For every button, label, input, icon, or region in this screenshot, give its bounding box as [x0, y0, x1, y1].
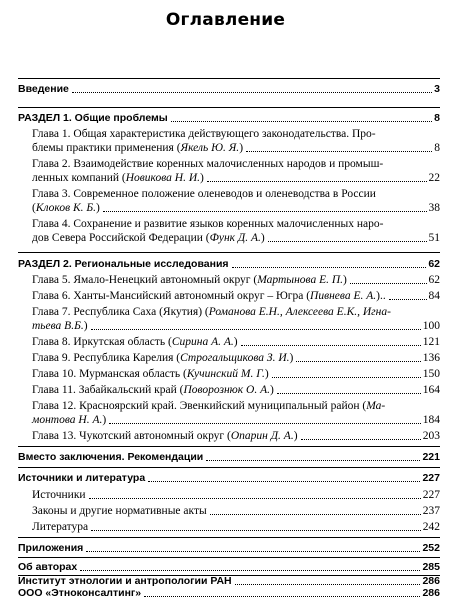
toc-page-number: 285 [422, 561, 440, 573]
toc-chapter-4[interactable] [32, 231, 440, 245]
toc-page-number: 164 [422, 384, 440, 396]
toc-page-number: 8 [434, 112, 440, 124]
author-name: Функ Д. А. [209, 232, 261, 244]
author-name: Клоков К. Б. [35, 202, 96, 214]
toc-chapter-7-line1[interactable]: Глава 7. Республика Саха (Якутия) (Романова Е.Н., Алексеева Е.К., Игна- [32, 306, 391, 318]
dot-leader [91, 530, 421, 531]
toc-entry-label: дов Севера Российской Федерации (Функ Д. А.) [32, 232, 265, 244]
author-name: Пивнева Е. А. [310, 290, 377, 302]
toc-page-number: 51 [428, 232, 440, 244]
toc-entry-authors[interactable] [18, 560, 440, 574]
toc-section-2[interactable] [18, 257, 440, 271]
toc-entry-label: Глава 11. Забайкальский край (Поворознюк О. А.) [32, 384, 274, 396]
dot-leader [207, 181, 427, 182]
dot-leader [109, 423, 421, 424]
toc-entry-appendices[interactable] [18, 541, 440, 555]
page-title: Оглавление [165, 10, 286, 30]
toc-page-number: 203 [422, 430, 440, 442]
toc-entry-label: Глава 9. Республика Карелия (Строгальщикова З. И.) [32, 352, 294, 364]
dot-leader [171, 121, 432, 122]
dot-leader [235, 584, 421, 585]
toc-chapter-6[interactable] [32, 289, 440, 303]
toc-page-number: 8 [434, 142, 440, 154]
toc-page-number: 184 [422, 414, 440, 426]
toc-page-number: 84 [428, 290, 440, 302]
author-name: Якель Ю. Я. [180, 142, 240, 154]
toc-entry-label: Вместо заключения. Рекомендации [18, 451, 204, 463]
toc-page-number: 221 [422, 451, 440, 463]
toc-entry-intro[interactable] [18, 82, 440, 96]
toc-chapter-2-line1[interactable]: Глава 2. Взаимодействие коренных малочисленных народов и промыш- [32, 158, 384, 170]
dot-leader [148, 481, 420, 482]
dot-leader [72, 92, 432, 93]
author-name: Ма- [366, 400, 386, 412]
toc-entry-label: Глава 10. Мурманская область (Кучинский М. Г.) [32, 368, 269, 380]
dot-leader [232, 267, 427, 268]
dot-leader [103, 211, 427, 212]
dot-leader [206, 460, 420, 461]
dot-leader [210, 514, 421, 515]
toc-subentry-laws[interactable] [32, 504, 440, 518]
author-name: Сирина А. А. [171, 336, 234, 348]
toc-entry-label: Институт этнологии и антропологии РАН [18, 575, 232, 587]
toc-entry-label: Глава 13. Чукотский автономный округ (Опарин Д. А.) [32, 430, 298, 442]
author-name: Мартынова Е. П. [257, 274, 344, 286]
top-rule [18, 78, 440, 79]
author-name: Поворознюк О. А. [183, 384, 270, 396]
dot-leader [91, 329, 421, 330]
dot-leader [80, 570, 420, 571]
toc-chapter-3[interactable] [32, 201, 440, 215]
toc-page-number: 227 [422, 489, 440, 501]
toc-entry-label: Глава 8. Иркутская область (Сирина А. А.) [32, 336, 238, 348]
toc-entry-label: Законы и другие нормативные акты [32, 505, 207, 517]
toc-entry-sources[interactable] [18, 471, 440, 485]
toc-entry-label: Источники [32, 489, 86, 501]
toc-page-number: 22 [428, 172, 440, 184]
author-name: монтова Н. А. [32, 414, 103, 426]
author-name: Строгальщикова З. И. [180, 352, 290, 364]
toc-chapter-4-line1[interactable]: Глава 4. Сохранение и развитие языков коренных малочисленных наро- [32, 218, 384, 230]
toc-page-number: 286 [422, 575, 440, 587]
toc-section-1[interactable] [18, 111, 440, 125]
author-name: Кучинский М. Г. [186, 368, 265, 380]
dot-leader [89, 498, 421, 499]
toc-chapter-8[interactable] [32, 335, 440, 349]
toc-entry-label: тьева В.Б.) [32, 320, 88, 332]
toc-entry-label: Литература [32, 521, 89, 533]
toc-chapter-11[interactable] [32, 383, 440, 397]
toc-chapter-3-line1[interactable]: Глава 3. Современное положение оленеводов и оленеводства в России [32, 188, 376, 200]
toc-entry-label: блемы практики применения (Якель Ю. Я.) [32, 142, 244, 154]
dot-leader [268, 241, 427, 242]
toc-entry-label: Источники и литература [18, 472, 146, 484]
dot-leader [241, 345, 421, 346]
toc-chapter-5[interactable] [32, 273, 440, 287]
toc-chapter-7[interactable] [32, 319, 440, 333]
toc-page-number: 242 [422, 521, 440, 533]
toc-entry-label: Об авторах [18, 561, 78, 573]
toc-page-number: 136 [422, 352, 440, 364]
toc-entry-conclusion[interactable] [18, 450, 440, 464]
toc-entry-ooo[interactable] [18, 586, 440, 600]
dot-leader [246, 151, 432, 152]
dot-leader [144, 596, 420, 597]
toc-chapter-1-line1[interactable]: Глава 1. Общая характеристика действующего законодательства. Про- [32, 128, 376, 140]
author-name: Опарин Д. А. [230, 430, 294, 442]
toc-entry-label: Глава 6. Ханты-Мансийский автономный округ – Югра (Пивнева Е. А.).. [32, 290, 386, 302]
toc-page-number: 121 [422, 336, 440, 348]
toc-chapter-13[interactable] [32, 429, 440, 443]
toc-entry-label: ленных компаний (Новикова Н. И.) [32, 172, 204, 184]
toc-page-number: 62 [428, 274, 440, 286]
toc-subentry-sources[interactable] [32, 488, 440, 502]
toc-chapter-12-line1[interactable]: Глава 12. Красноярский край. Эвенкийский муниципальный район (Ма- [32, 400, 386, 412]
author-name: Романова Е.Н., Алексеева Е.К., Игна- [208, 306, 391, 318]
divider [18, 537, 440, 538]
author-name: тьева В.Б. [32, 320, 84, 332]
divider [18, 252, 440, 253]
toc-page-number: 3 [434, 83, 440, 95]
dot-leader [296, 361, 420, 362]
toc-entry-label: (Клоков К. Б.) [32, 202, 100, 214]
divider [18, 467, 440, 468]
dot-leader [301, 439, 421, 440]
toc-entry-label: монтова Н. А.) [32, 414, 107, 426]
toc-chapter-12[interactable] [32, 413, 440, 427]
toc-entry-label: РАЗДЕЛ 2. Региональные исследования [18, 258, 229, 270]
toc-entry-label: РАЗДЕЛ 1. Общие проблемы [18, 112, 168, 124]
divider [18, 446, 440, 447]
toc-chapter-1[interactable] [32, 141, 440, 155]
toc-page-number: 227 [422, 472, 440, 484]
toc-entry-label: Введение [18, 83, 69, 95]
toc-entry-label: Глава 5. Ямало-Ненецкий автономный округ (Мартынова Е. П.) [32, 274, 347, 286]
toc-page-number: 150 [422, 368, 440, 380]
toc-subentry-literature[interactable] [32, 520, 440, 534]
toc-chapter-2[interactable] [32, 171, 440, 185]
toc-entry-label: Приложения [18, 542, 84, 554]
toc-entry-label: ООО «Этноконсалтинг» [18, 587, 142, 599]
dot-leader [350, 283, 427, 284]
dot-leader [86, 551, 420, 552]
toc-page-number: 286 [422, 587, 440, 599]
toc-page-number: 237 [422, 505, 440, 517]
author-name: Новикова Н. И. [125, 172, 201, 184]
toc-page-number: 252 [422, 542, 440, 554]
toc-chapter-10[interactable] [32, 367, 440, 381]
dot-leader [272, 377, 421, 378]
toc-page-number: 38 [428, 202, 440, 214]
divider [18, 557, 440, 558]
divider [18, 107, 440, 108]
dot-leader [277, 393, 421, 394]
dot-leader [389, 299, 427, 300]
toc-chapter-9[interactable] [32, 351, 440, 365]
toc-page-number: 62 [428, 258, 440, 270]
toc-page-number: 100 [422, 320, 440, 332]
